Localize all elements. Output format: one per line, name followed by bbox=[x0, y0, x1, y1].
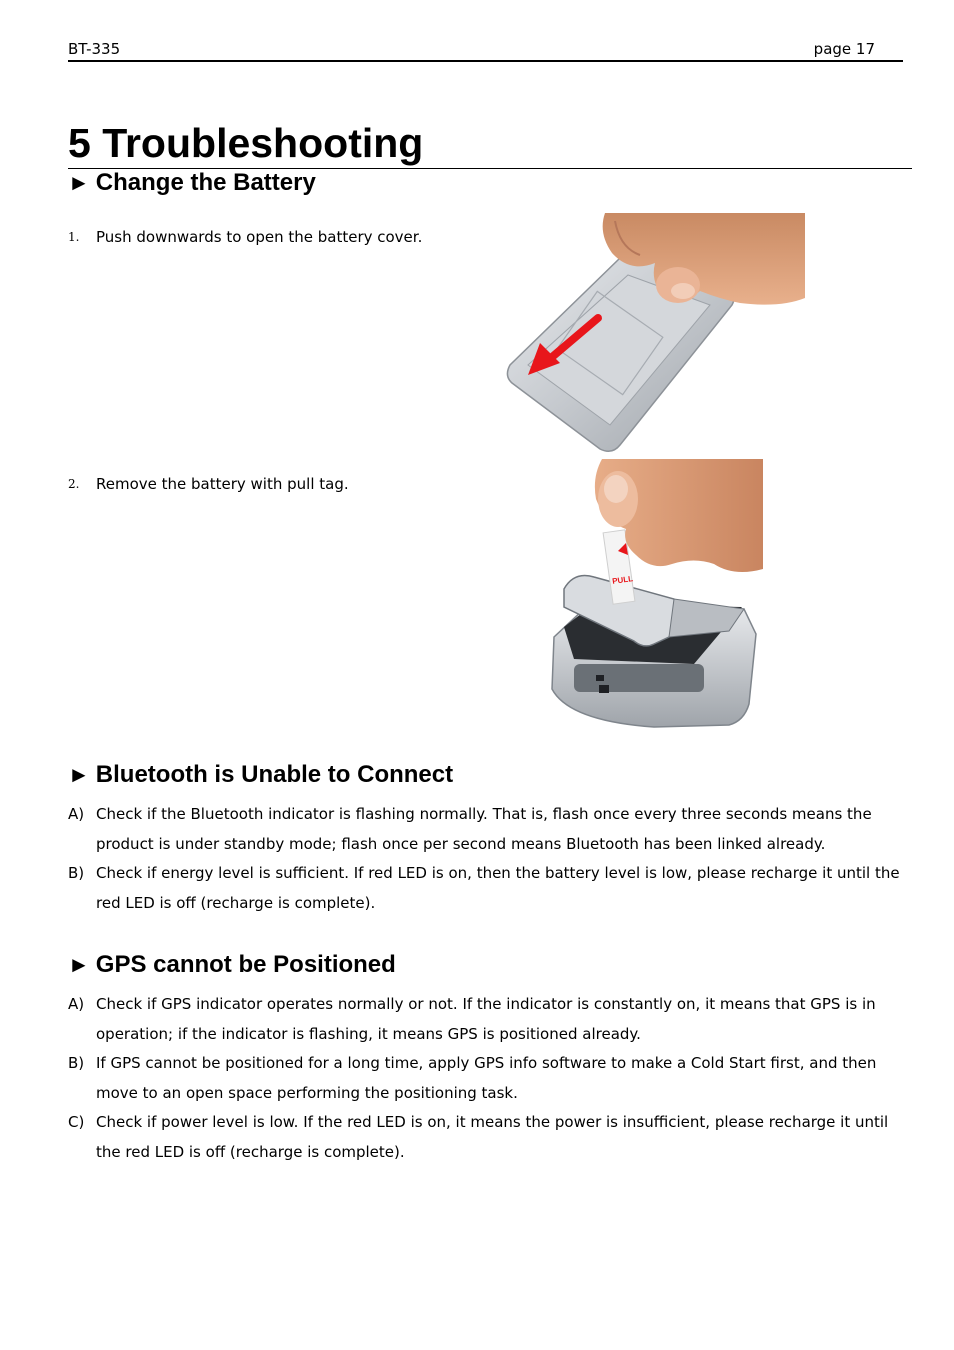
item-text: Check if energy level is sufficient. If red LED is on, then the battery level is low, please recharge it until the red LED is off (recharge is complete). bbox=[96, 864, 900, 912]
battery-step-2 bbox=[68, 470, 428, 499]
remove-battery-photo bbox=[544, 459, 763, 729]
page-number: page 17 bbox=[813, 40, 875, 58]
section-heading-bluetooth bbox=[68, 760, 453, 790]
list-item bbox=[68, 990, 908, 1049]
section-title: Bluetooth is Unable to Connect bbox=[95, 761, 454, 788]
list-item bbox=[68, 1049, 908, 1108]
item-text: Check if GPS indicator operates normally or not. If the indicator is constantly on, it means that GPS is in operation; if the indicator is flashing, it means GPS is positioned already. bbox=[96, 995, 876, 1043]
section-heading-battery bbox=[68, 168, 316, 198]
item-marker: B) bbox=[68, 1054, 85, 1072]
item-marker: A) bbox=[68, 805, 85, 823]
step-text: Remove the battery with pull tag. bbox=[96, 475, 349, 493]
section-title: GPS cannot be Positioned bbox=[95, 951, 396, 978]
remove-battery-illustration bbox=[544, 459, 763, 729]
item-marker: C) bbox=[68, 1113, 85, 1131]
item-text: Check if power level is low. If the red LED is on, it means the power is insufficient, please recharge it until the red LED is off (recharge is complete). bbox=[96, 1113, 889, 1161]
item-marker: B) bbox=[68, 864, 85, 882]
triangle-bullet-icon: ► bbox=[68, 170, 90, 195]
item-marker: A) bbox=[68, 995, 85, 1013]
list-item bbox=[68, 800, 908, 859]
section-heading-gps bbox=[68, 950, 396, 980]
step-number: 1. bbox=[68, 230, 80, 244]
list-item bbox=[68, 859, 908, 918]
gps-checklist bbox=[68, 990, 908, 1167]
step-text: Push downwards to open the battery cover. bbox=[96, 228, 423, 246]
doc-model: BT-335 bbox=[68, 40, 121, 58]
pull-tag-label: PULL bbox=[611, 574, 634, 586]
list-item bbox=[68, 1108, 908, 1167]
bluetooth-checklist bbox=[68, 800, 908, 918]
battery-step-1 bbox=[68, 223, 428, 252]
open-battery-cover-illustration bbox=[500, 213, 805, 455]
item-text: Check if the Bluetooth indicator is flashing normally. That is, flash once every three seconds means the product is under standby mode; flash once per second means Bluetooth has been linked already. bbox=[96, 805, 872, 853]
section-title: Change the Battery bbox=[95, 169, 316, 196]
item-text: If GPS cannot be positioned for a long time, apply GPS info software to make a Cold Start first, and then move to an open space performing the positioning task. bbox=[96, 1054, 877, 1102]
triangle-bullet-icon: ► bbox=[68, 952, 90, 977]
page-header bbox=[68, 38, 903, 62]
chapter-title: 5 Troubleshooting bbox=[68, 118, 912, 169]
step-number: 2. bbox=[68, 477, 80, 491]
open-battery-cover-photo bbox=[500, 213, 805, 455]
triangle-bullet-icon: ► bbox=[68, 762, 90, 787]
